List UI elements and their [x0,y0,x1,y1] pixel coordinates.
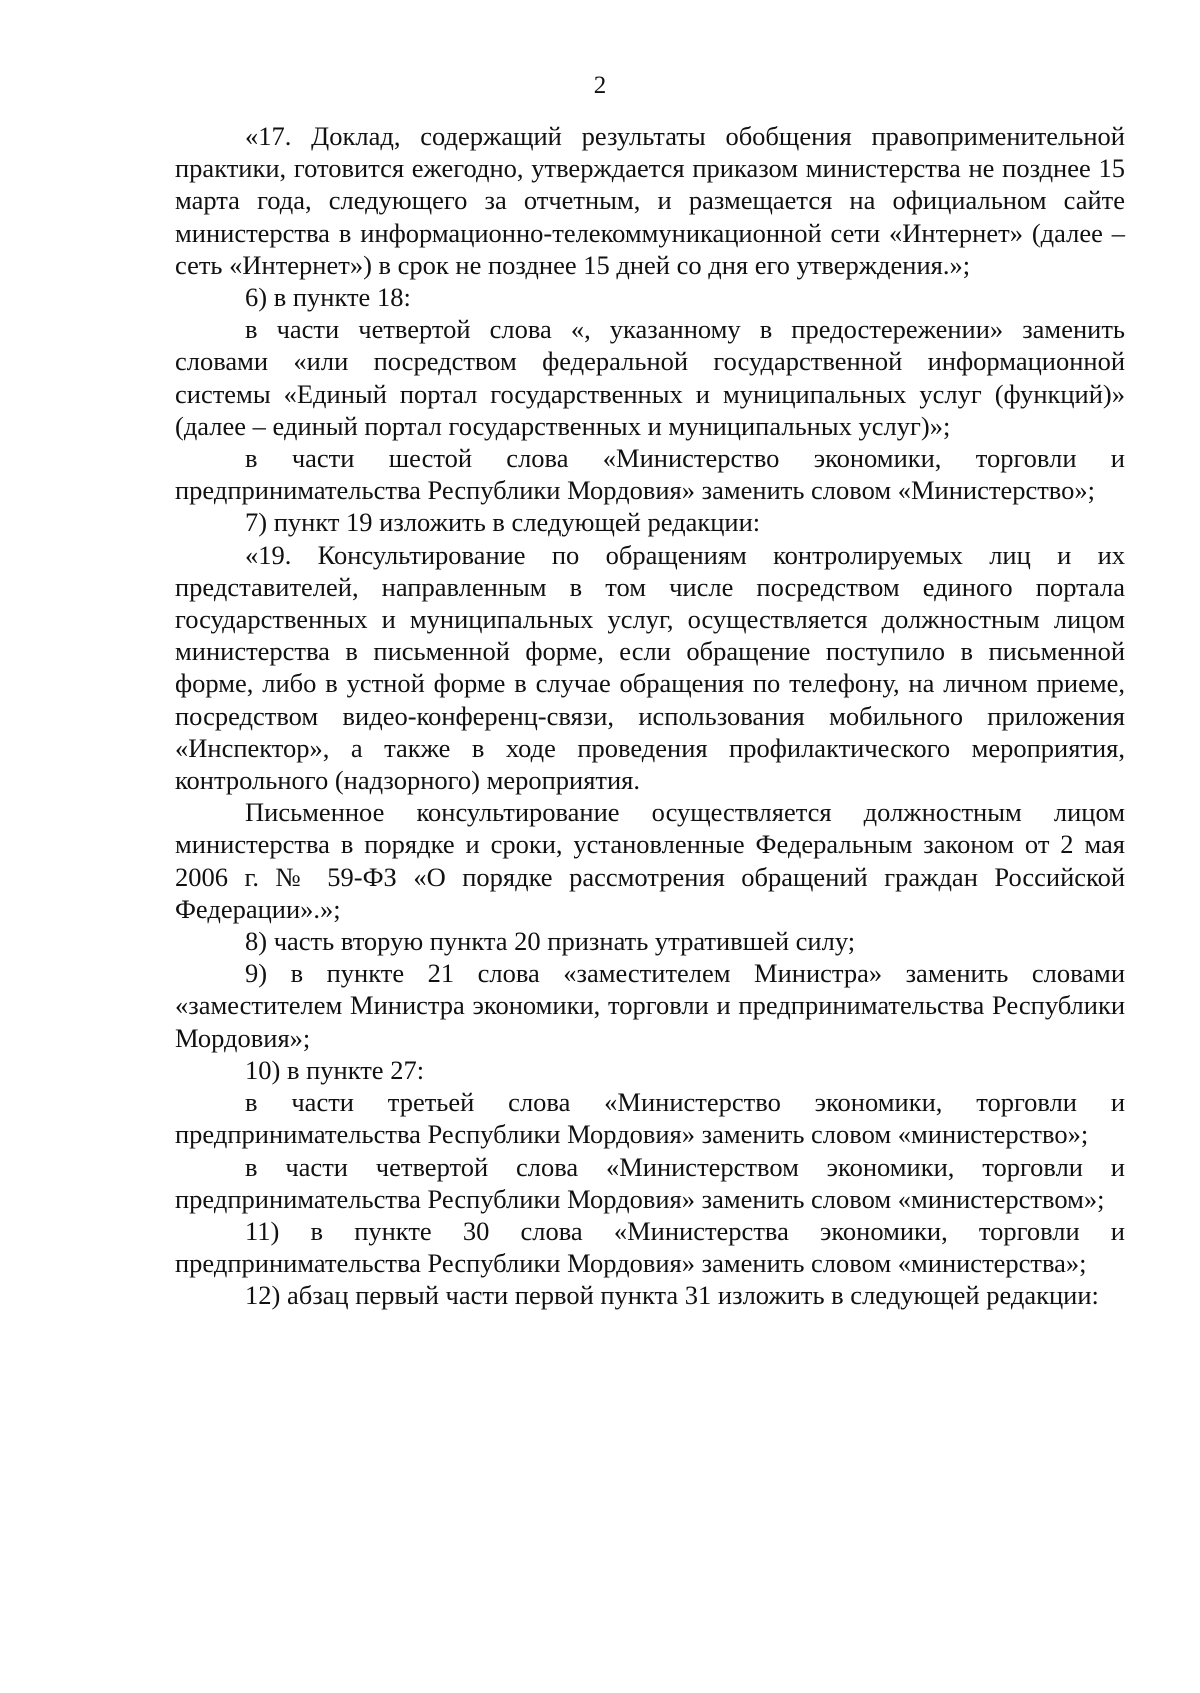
paragraph-item-6: 6) в пункте 18: [245,282,411,313]
paragraph-part-four-18: в части четвертой слова «, указанному в предостережении» заменить словами «или посредством федеральной государственной информационной системы «Единый портал государственных и муниципальных услуг (функций)» (далее – единый портал государственных и муниципальных услуг)»; [175,314,1125,441]
paragraph-item-8: 8) часть вторую пункта 20 признать утратившей силу; [245,926,856,957]
paragraph-item-10: 10) в пункте 27: [245,1054,425,1085]
paragraph-written-consulting: Письменное консультирование осуществляется должностным лицом министерства в порядке и сроки, установленные Федеральным законом от 2 мая 2006 г. № 59-ФЗ «О порядке рассмотрения обращений граждан Российской Федерации».»; [175,797,1125,924]
paragraph-item-11: 11) в пункте 30 слова «Министерства экономики, торговли и предпринимательства Республики Мордовия» заменить словом «министерства»; [175,1215,1125,1279]
paragraph-item-9: 9) в пункте 21 слова «заместителем Министра» заменить словами «заместителем Министра экономики, торговли и предпринимательства Республики Мордовия»; [175,958,1125,1053]
paragraph-item-12: 12) абзац первый части первой пункта 31 изложить в следующей редакции: [245,1280,1099,1311]
paragraph-part-three-27: в части третьей слова «Министерство экономики, торговли и предпринимательства Республики Мордовия» заменить словом «министерство»; [175,1087,1125,1150]
paragraph-item-7: 7) пункт 19 изложить в следующей редакции: [245,507,761,538]
paragraph-report: «17. Доклад, содержащий результаты обобщения правоприменительной практики, готовится ежегодно, утверждается приказом министерства не позднее 15 марта года, следующего за отчетным, и размещается на официальном сайте министерства в информационно-телекоммуникационной сети «Интернет» (далее – сеть «Интернет») в срок не позднее 15 дней со дня его утверждения.»; [175,121,1125,280]
page-number: 2 [593,72,607,99]
paragraph-part-six-18: в части шестой слова «Министерство экономики, торговли и предпринимательства Республики Мордовия» заменить словом «Министерство»; [175,443,1125,506]
paragraph-part-four-27: в части четвертой слова «Министерством экономики, торговли и предпринимательства Республики Мордовия» заменить словом «министерством»; [175,1151,1125,1214]
paragraph-consulting: «19. Консультирование по обращениям контролируемых лиц и их представителей, направленным в том числе посредством единого портала государственных и муниципальных услуг, осуществляется должностным лицом министерства в письменной форме, если обращение поступило в письменной форме, либо в устной форме в случае обращения по телефону, на личном приеме, посредством видео-конференц-связи, использования мобильного приложения «Инспектор», а также в ходе проведения профилактического мероприятия, контрольного (надзорного) мероприятия. [175,539,1125,796]
document-body [175,120,1125,1312]
